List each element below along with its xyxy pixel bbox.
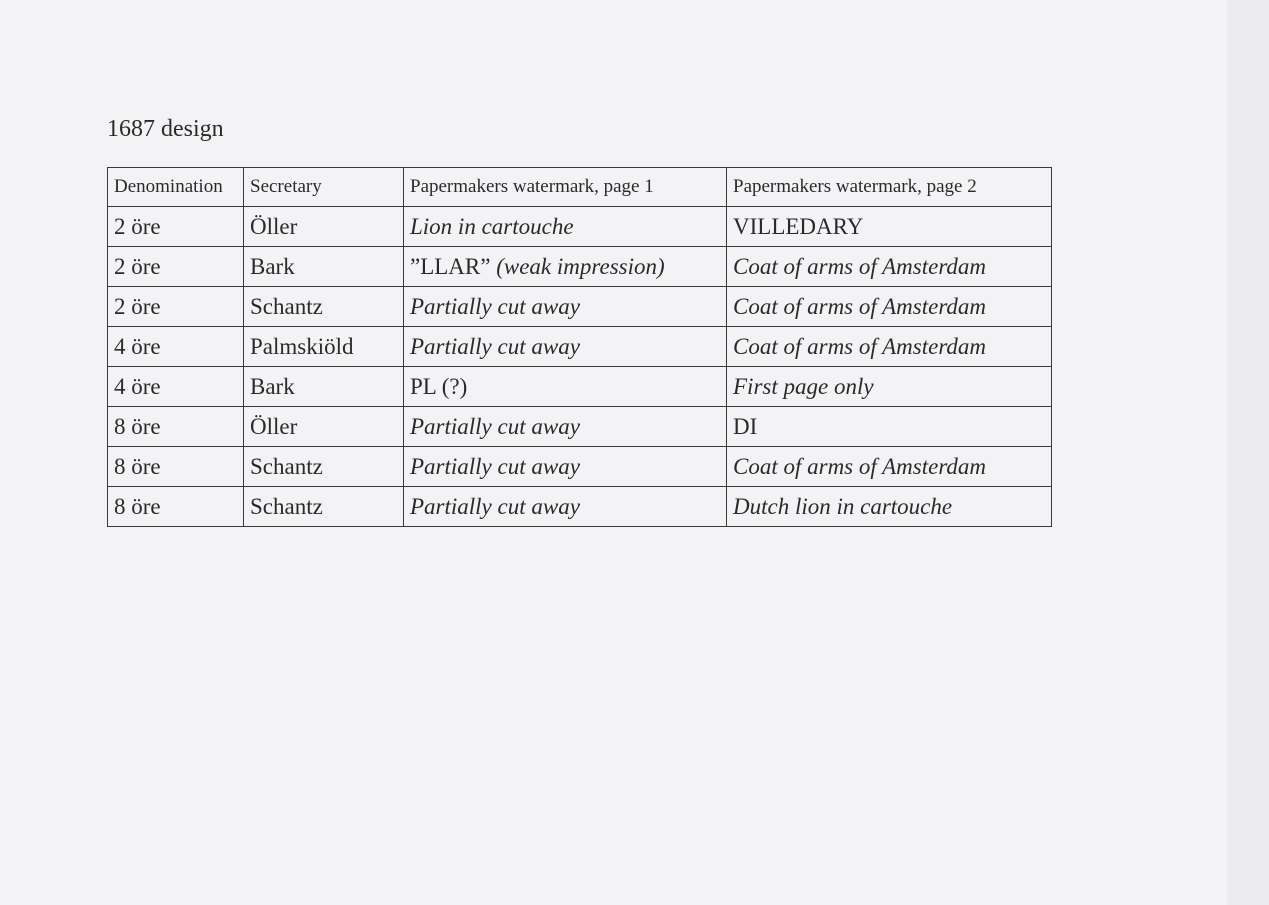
cell-secretary: Bark (244, 247, 404, 287)
table-row (108, 247, 1052, 287)
cell-watermark-page-2: Dutch lion in cartouche (727, 487, 1052, 527)
cell-secretary: Öller (244, 207, 404, 247)
header-watermark-page-1: Papermakers watermark, page 1 (404, 168, 727, 207)
page-edge (1227, 0, 1269, 905)
cell-denomination: 8 öre (108, 487, 244, 527)
table-row (108, 327, 1052, 367)
cell-watermark-page-1: Partially cut away (404, 487, 727, 527)
cell-secretary: Schantz (244, 287, 404, 327)
table-row (108, 487, 1052, 527)
watermark-quoted-text: ”LLAR” (410, 253, 491, 279)
cell-watermark-page-1: Partially cut away (404, 287, 727, 327)
cell-watermark-page-1: PL (?) (404, 367, 727, 407)
cell-watermark-page-1: Partially cut away (404, 327, 727, 367)
table-row (108, 407, 1052, 447)
cell-watermark-page-2: First page only (727, 367, 1052, 407)
cell-denomination: 8 öre (108, 447, 244, 487)
table-row (108, 367, 1052, 407)
table-row (108, 447, 1052, 487)
cell-denomination: 2 öre (108, 247, 244, 287)
cell-secretary: Schantz (244, 487, 404, 527)
cell-denomination: 4 öre (108, 327, 244, 367)
cell-watermark-page-2: VILLEDARY (727, 207, 1052, 247)
header-watermark-page-2: Papermakers watermark, page 2 (727, 168, 1052, 207)
cell-watermark-page-2: Coat of arms of Amsterdam (727, 247, 1052, 287)
cell-watermark-page-2: Coat of arms of Amsterdam (727, 447, 1052, 487)
cell-watermark-page-1: Partially cut away (404, 407, 727, 447)
cell-secretary: Öller (244, 407, 404, 447)
table-row (108, 207, 1052, 247)
watermark-note: (weak impression) (496, 253, 665, 279)
document-title: 1687 design (107, 116, 224, 142)
cell-denomination: 8 öre (108, 407, 244, 447)
cell-denomination: 2 öre (108, 207, 244, 247)
header-denomination: Denomination (108, 168, 244, 207)
cell-secretary: Bark (244, 367, 404, 407)
cell-watermark-page-2: Coat of arms of Amsterdam (727, 327, 1052, 367)
header-secretary: Secretary (244, 168, 404, 207)
table-row (108, 287, 1052, 327)
watermark-table (107, 167, 1052, 527)
cell-watermark-page-2: Coat of arms of Amsterdam (727, 287, 1052, 327)
cell-denomination: 2 öre (108, 287, 244, 327)
cell-watermark-page-1: Partially cut away (404, 447, 727, 487)
table-header-row (108, 168, 1052, 207)
cell-secretary: Palmskiöld (244, 327, 404, 367)
cell-watermark-page-1: Lion in cartouche (404, 207, 727, 247)
cell-denomination: 4 öre (108, 367, 244, 407)
cell-watermark-page-2: DI (727, 407, 1052, 447)
cell-watermark-page-1 (404, 247, 727, 287)
cell-secretary: Schantz (244, 447, 404, 487)
